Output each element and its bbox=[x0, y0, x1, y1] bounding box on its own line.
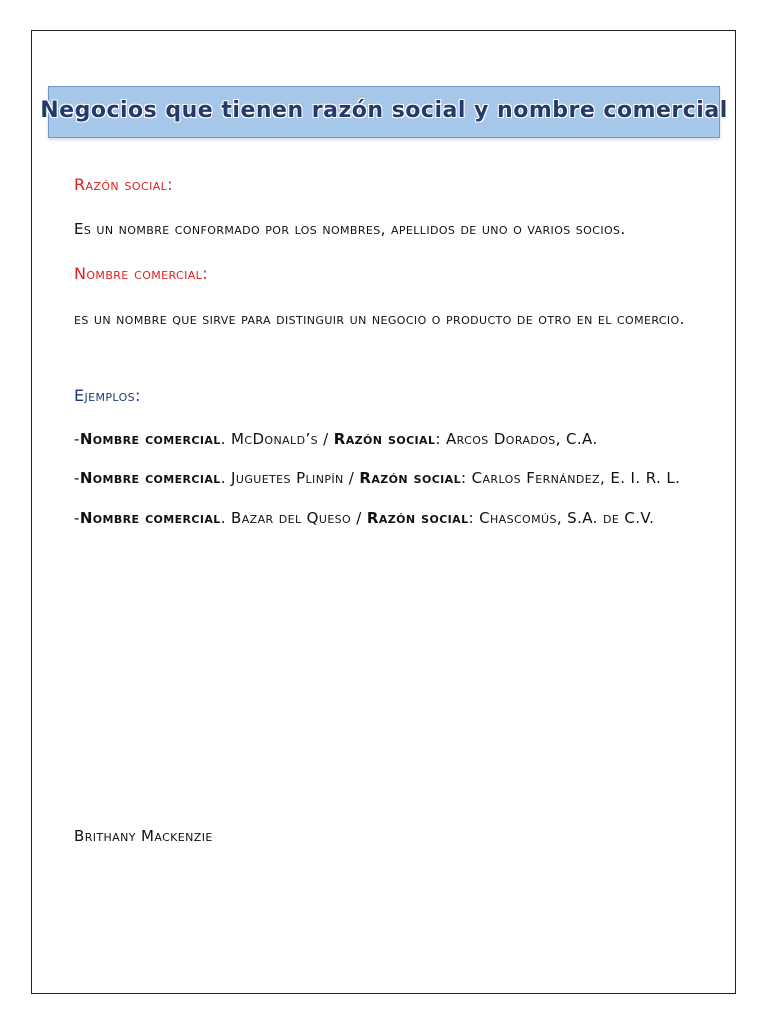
example-line-2 bbox=[74, 469, 680, 487]
author-name: Brithany Mackenzie bbox=[74, 827, 213, 845]
example-prefix: - bbox=[74, 509, 80, 527]
nombre-comercial-definition: es un nombre que sirve para distinguir un negocio o producto de otro en el comercio. bbox=[74, 310, 685, 328]
example-rs-value: : Carlos Fernández, E. I. R. L. bbox=[461, 469, 681, 487]
example-line-1 bbox=[74, 430, 598, 448]
page-title: Negocios que tienen razón social y nombre comercial bbox=[40, 97, 728, 123]
example-prefix: - bbox=[74, 430, 80, 448]
ejemplos-heading: Ejemplos: bbox=[74, 386, 141, 405]
example-nc-label: Nombre comercial bbox=[79, 430, 221, 448]
example-rs-label: Razón social bbox=[333, 430, 436, 448]
example-rs-label: Razón social bbox=[366, 509, 469, 527]
example-nc-value: . Bazar del Queso / bbox=[220, 509, 367, 527]
example-nc-label: Nombre comercial bbox=[79, 469, 221, 487]
razon-social-definition: Es un nombre conformado por los nombres, apellidos de uno o varios socios. bbox=[74, 220, 626, 238]
example-prefix: - bbox=[74, 469, 80, 487]
razon-social-heading: Razón social: bbox=[74, 175, 173, 194]
example-nc-value: . Juguetes Plinpín / bbox=[220, 469, 360, 487]
example-nc-label: Nombre comercial bbox=[79, 509, 221, 527]
example-nc-value: . McDonald’s / bbox=[220, 430, 334, 448]
example-rs-label: Razón social bbox=[359, 469, 462, 487]
title-banner bbox=[40, 86, 728, 138]
nombre-comercial-heading: Nombre comercial: bbox=[74, 264, 208, 283]
example-line-3 bbox=[74, 509, 654, 527]
example-rs-value: : Chascomús, S.A. de C.V. bbox=[468, 509, 655, 527]
example-rs-value: : Arcos Dorados, C.A. bbox=[435, 430, 598, 448]
